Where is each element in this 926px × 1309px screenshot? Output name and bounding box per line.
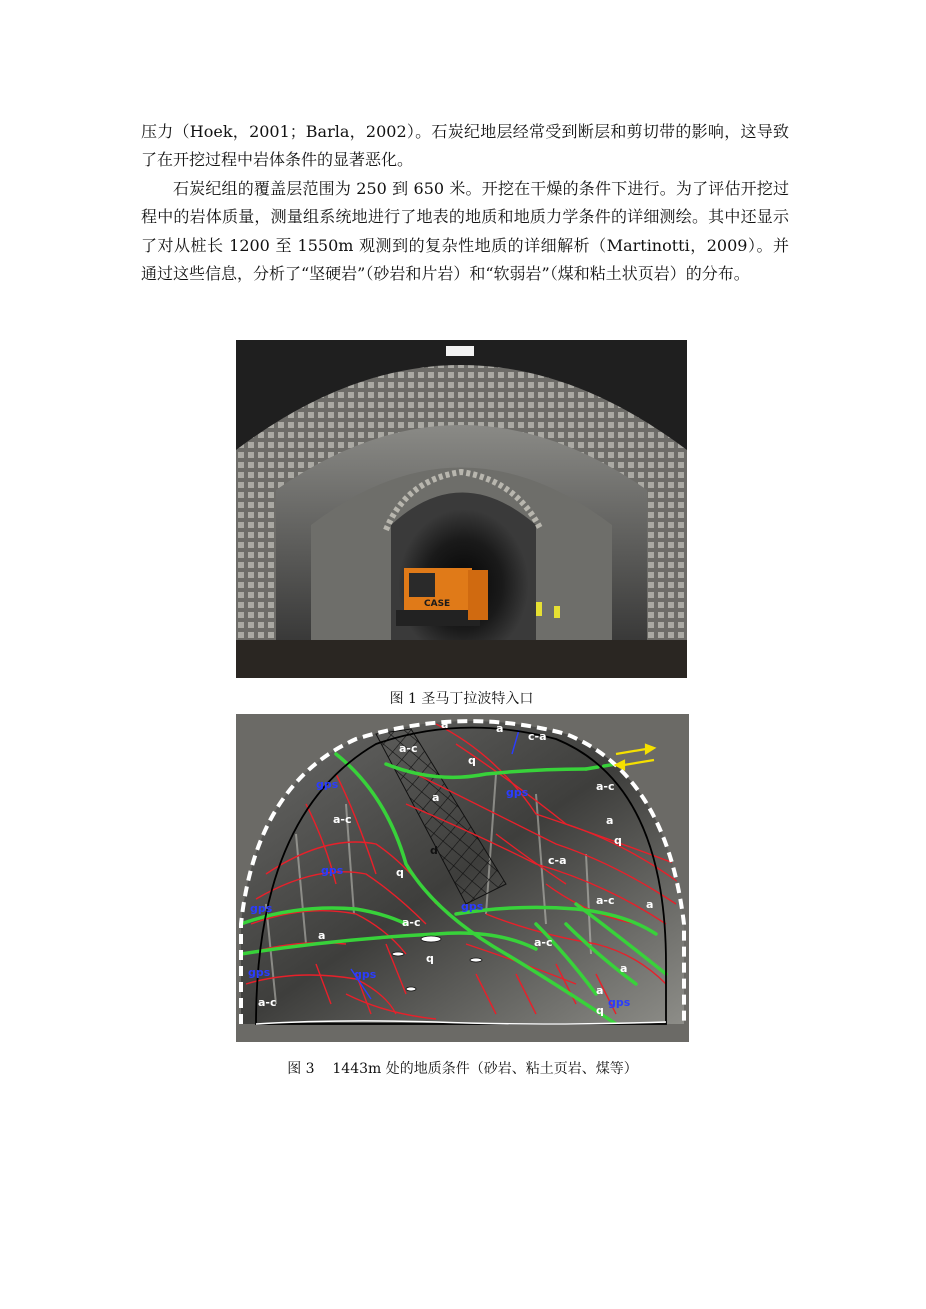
label-d: d [430,844,438,857]
figure-3-caption: 图 3 1443m 处的地质条件（砂岩、粘土页岩、煤等） [287,1061,638,1077]
figure-1-tunnel-photo [236,340,687,678]
label-ac2: a-c [596,780,615,793]
label-gps2: gps [506,786,529,799]
machine-brand: CASE [424,599,451,609]
label-ac4: a-c [402,916,421,929]
label-gps6: gps [248,966,271,979]
figure-3-geology-map [236,714,689,1042]
paragraph-1: 压力（Hoek，2001；Barla，2002）。石炭纪地层经常受到断层和剪切带的影响，这导致了在开挖过程中岩体条件的显著恶化。 [141,122,789,170]
label-ca1: c-a [528,730,547,743]
label-q2: q [614,834,622,847]
label-gps3: gps [321,864,344,877]
label-q5: q [596,1004,604,1017]
label-gps7: gps [354,968,377,981]
label-a6: a [318,929,326,942]
label-gps4: gps [250,902,273,915]
label-q4: q [426,952,434,965]
body-text [141,118,789,288]
label-ac7: a-c [258,996,277,1009]
label-a4: a [606,814,614,827]
label-a2: a [496,722,504,735]
label-gps5: gps [461,900,484,913]
label-gps1: gps [316,778,339,791]
label-ac1: a-c [399,742,418,755]
label-ac3: a-c [333,813,352,826]
label-q3: q [396,866,404,879]
label-a3: a [432,791,440,804]
label-ac5: a-c [596,894,615,907]
label-a8: a [596,984,604,997]
label-a5: a [646,898,654,911]
excavator-icon [396,568,488,626]
figure-1-caption: 图 1 圣马丁拉波特入口 [389,691,534,707]
paragraph-2: 石炭纪组的覆盖层范围为 250 到 650 米。开挖在干燥的条件下进行。为了评估开挖过程中的岩体质量，测量组系统地进行了地表的地质和地质力学条件的详细测绘。其中还显示了对从桩长 1200 至 1550m 观测到的复杂性地质的详细解析（Martinotti，2009）。并通过这些信息，分析了“坚硬岩”（砂岩和片岩）和“软弱岩”（煤和粘土状页岩）的分布。 [141,178,789,284]
label-a7: a [620,962,628,975]
label-ca2: c-a [548,854,567,867]
label-q1: q [468,754,476,767]
label-ac6: a-c [534,936,553,949]
label-a1: a [441,718,449,731]
label-gps8: gps [608,996,631,1009]
